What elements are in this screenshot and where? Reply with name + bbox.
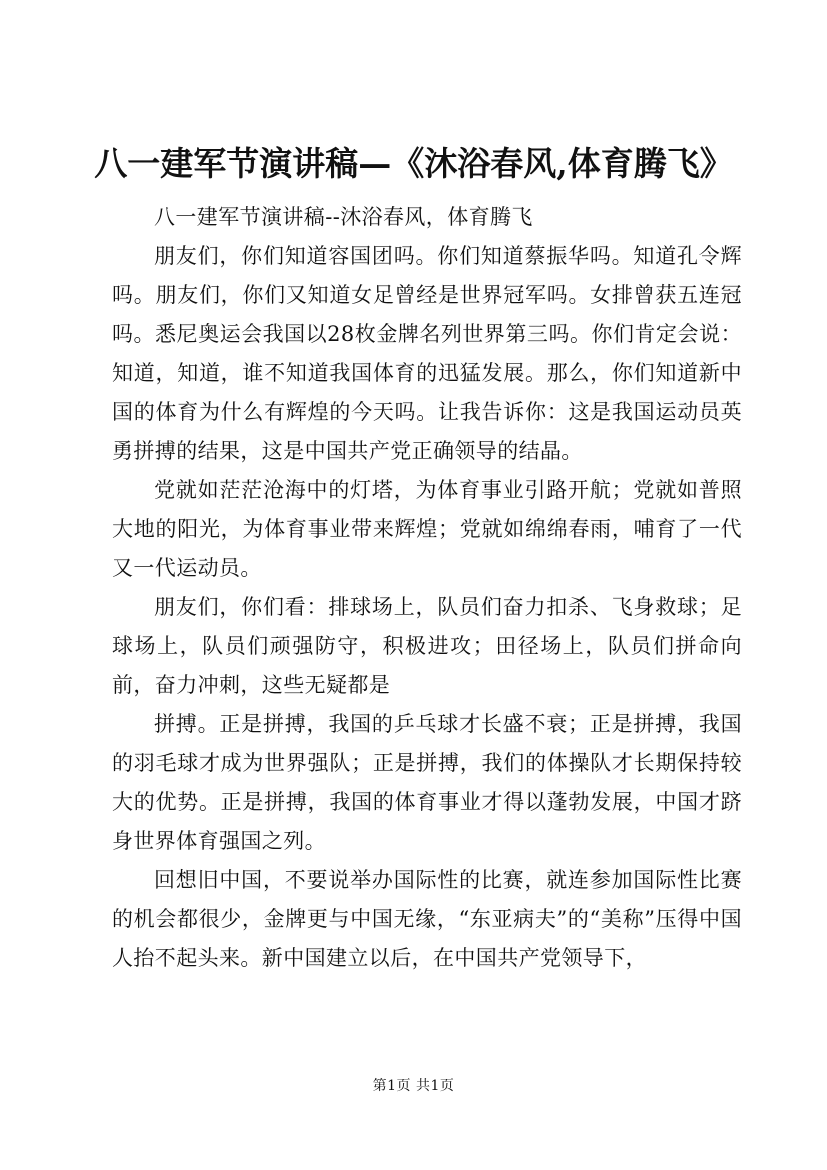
paragraph: 朋友们，你们看：排球场上，队员们奋力扣杀、飞身救球；足球场上，队员们顽强防守，积极进攻；田径场上，队员们拼命向前，奋力冲刺，这些无疑都是 bbox=[112, 595, 742, 697]
paragraph-subtitle: 八一建军节演讲稿--沐浴春风，体育腾飞 bbox=[154, 205, 533, 229]
document-body bbox=[112, 198, 742, 978]
page-footer: 第1页 共1页 bbox=[372, 1078, 455, 1094]
paragraph: 回想旧中国，不要说举办国际性的比赛，就连参加国际性比赛的机会都很少，金牌更与中国无缘，“东亚病夫”的“美称”压得中国人抬不起头来。新中国建立以后，在中国共产党领导下， bbox=[112, 868, 742, 970]
paragraph: 党就如茫茫沧海中的灯塔，为体育事业引路开航；党就如普照大地的阳光，为体育事业带来辉煌；党就如绵绵春雨，哺育了一代又一代运动员。 bbox=[112, 478, 742, 580]
document-title: 八一建军节演讲稿—《沐浴春风,体育腾飞》 bbox=[94, 144, 733, 183]
paragraph: 拼搏。正是拼搏，我国的乒乓球才长盛不衰；正是拼搏，我国的羽毛球才成为世界强队；正是拼搏，我们的体操队才长期保持较大的优势。正是拼搏，我国的体育事业才得以蓬勃发展，中国才跻身世界体育强国之列。 bbox=[112, 712, 742, 853]
paragraph: 朋友们，你们知道容国团吗。你们知道蔡振华吗。知道孔令辉吗。朋友们，你们又知道女足曾经是世界冠军吗。女排曾获五连冠吗。悉尼奥运会我国以28枚金牌名列世界第三吗。你们肯定会说：知道，知道，谁不知道我国体育的迅猛发展。那么，你们知道新中国的体育为什么有辉煌的今天吗。让我告诉你：这是我国运动员英勇拼搏的结果，这是中国共产党正确领导的结晶。 bbox=[112, 244, 742, 463]
